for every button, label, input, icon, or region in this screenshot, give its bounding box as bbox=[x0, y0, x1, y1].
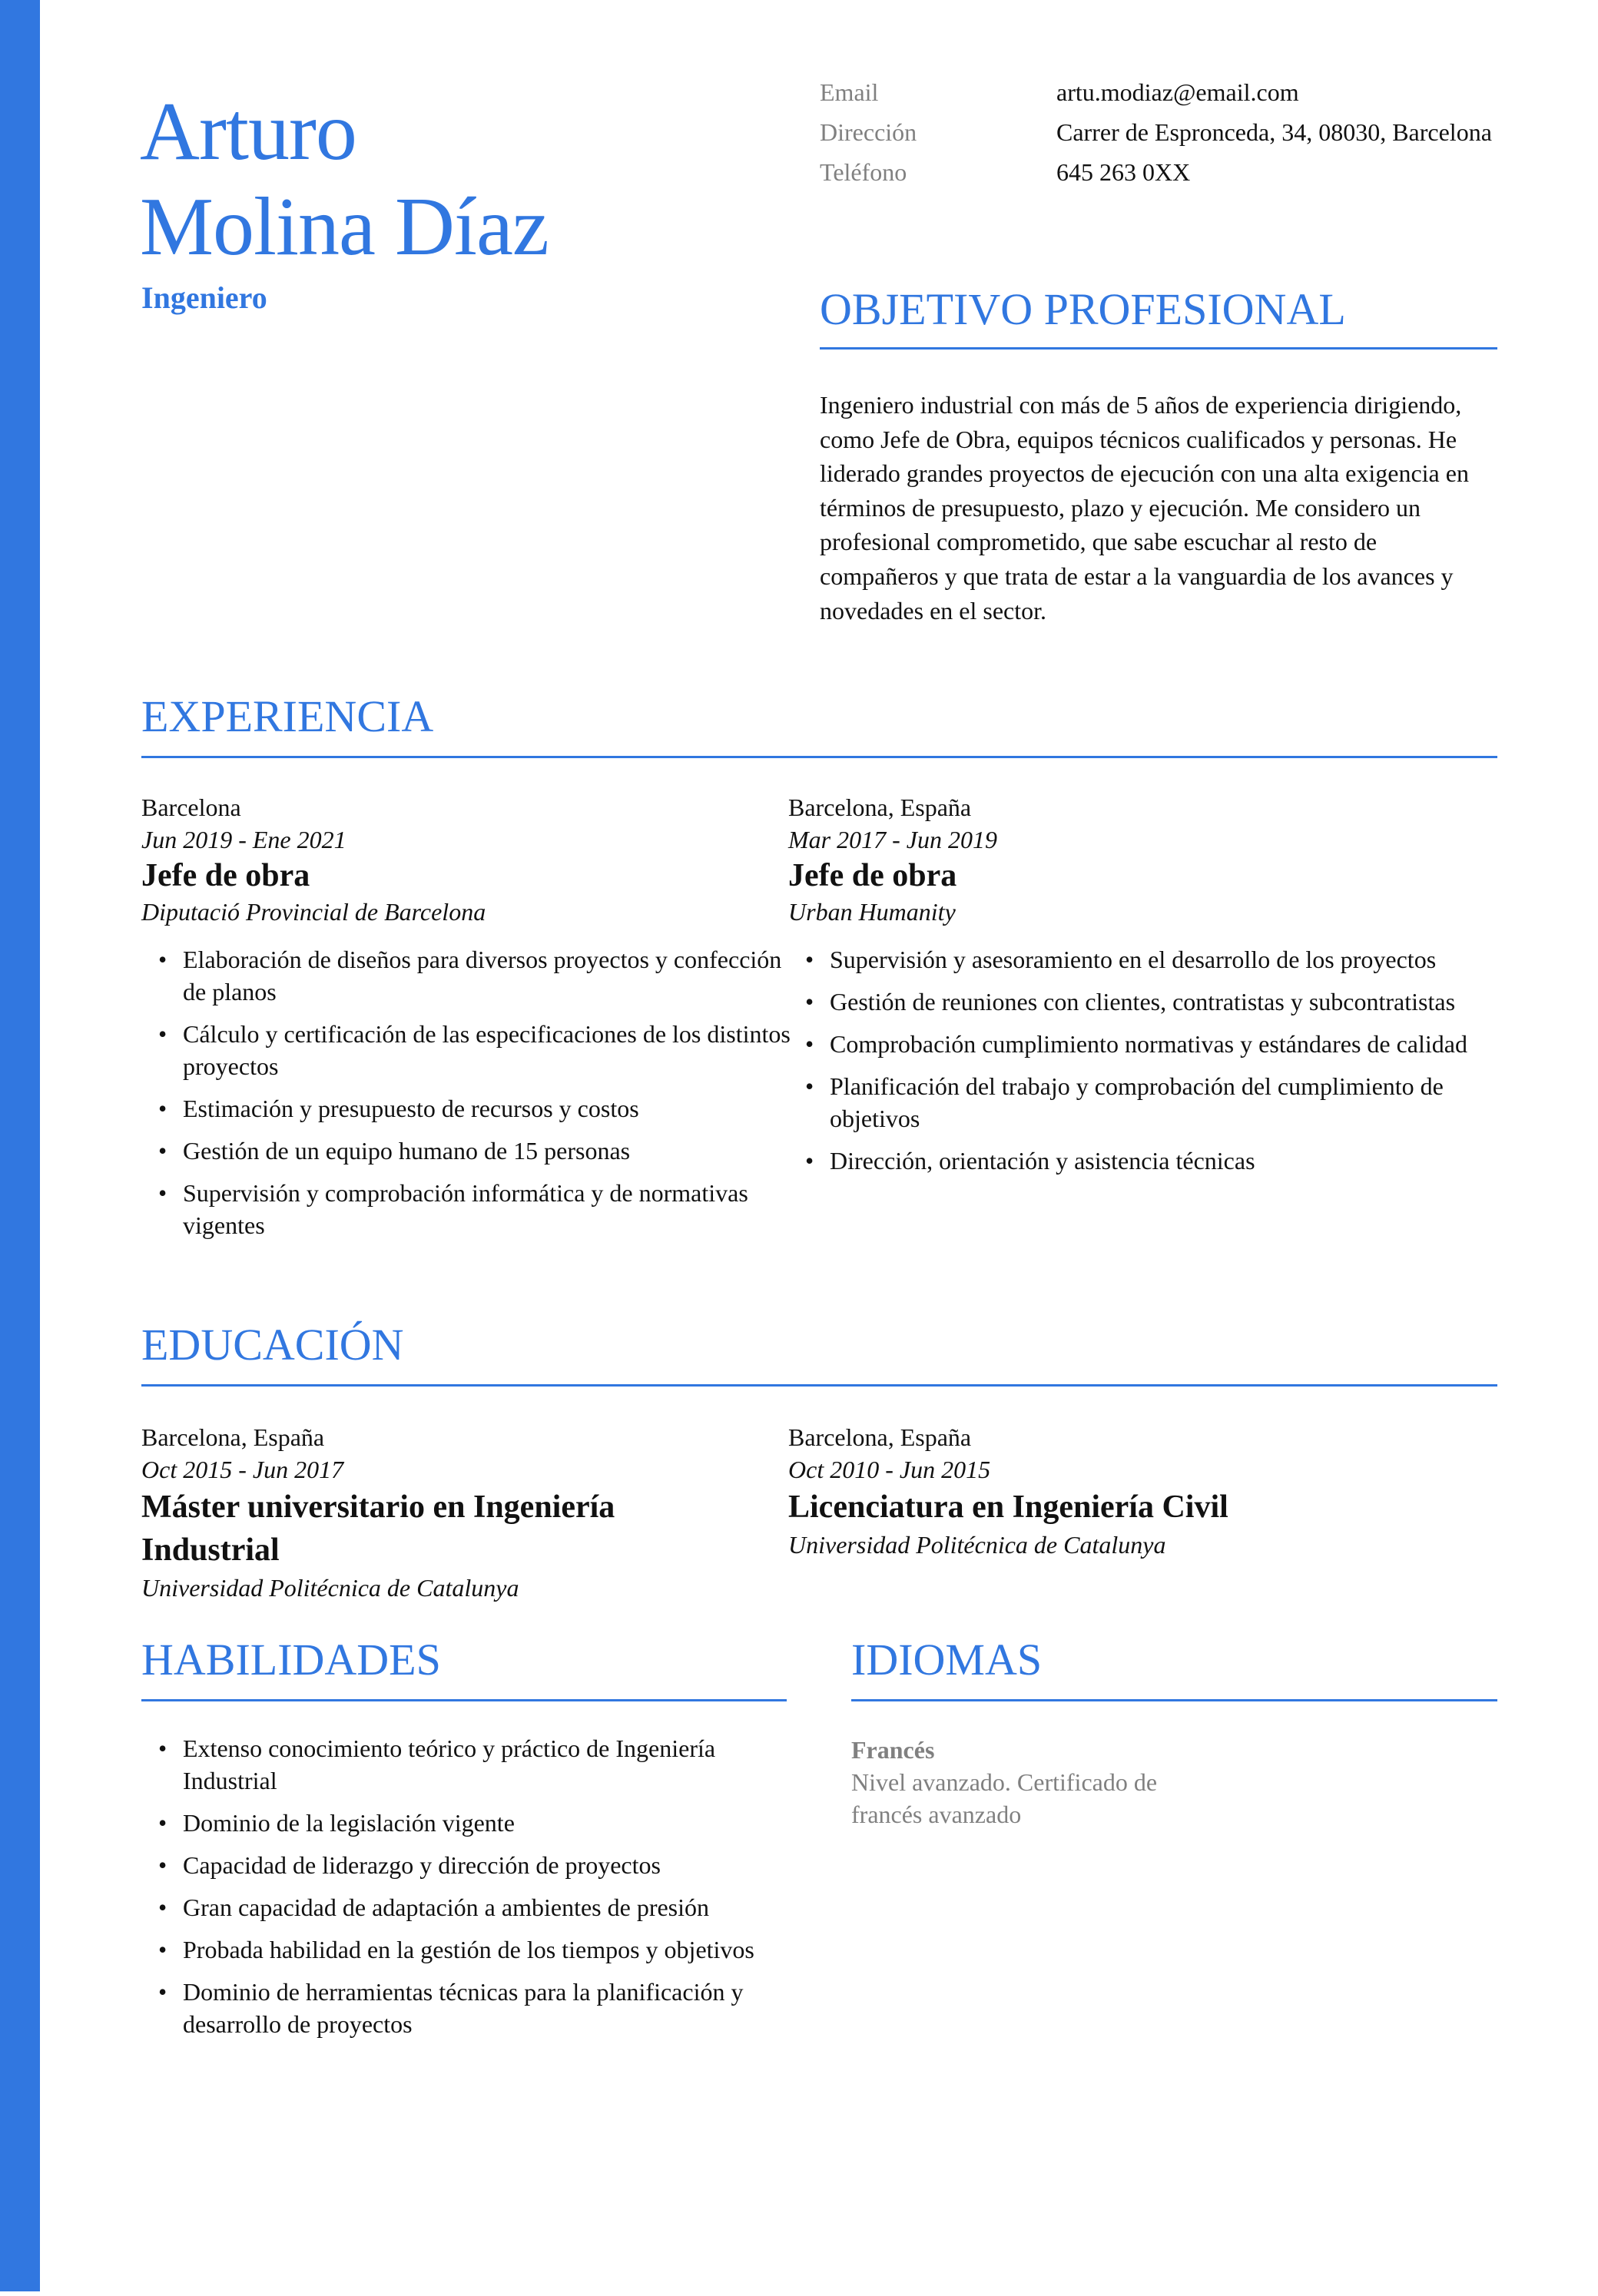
education-school: Universidad Politécnica de Catalunya bbox=[788, 1531, 1166, 1559]
education-degree: Máster universitario en Ingeniería Industrial bbox=[141, 1489, 615, 1568]
education-location: Barcelona, España bbox=[141, 1423, 325, 1451]
candidate-name bbox=[140, 84, 549, 275]
skill-item: • Extenso conocimiento teórico y práctico de Ingeniería Industrial bbox=[141, 1732, 787, 1797]
experience-dates: Jun 2019 - Ene 2021 bbox=[141, 826, 346, 853]
language-description: Nivel avanzado. Certificado de francés avanzado bbox=[851, 1768, 1158, 1828]
language-item bbox=[851, 1734, 1497, 1831]
skill-item: • Dominio de herramientas técnicas para la planificación y desarrollo de proyectos bbox=[141, 1976, 787, 2040]
experience-bullets bbox=[141, 943, 794, 1241]
skills-section bbox=[141, 1635, 787, 2050]
experience-item bbox=[141, 791, 794, 1251]
skill-item: • Capacidad de liderazgo y dirección de proyectos bbox=[141, 1849, 787, 1881]
bullet-item: • Comprobación cumplimiento normativas y estándares de calidad bbox=[788, 1028, 1480, 1060]
section-divider bbox=[820, 347, 1497, 350]
education-location: Barcelona, España bbox=[788, 1423, 972, 1451]
experience-bullets bbox=[788, 943, 1480, 1177]
experience-section bbox=[141, 691, 1497, 758]
languages-section bbox=[851, 1635, 1497, 1831]
bullet-item: • Supervisión y asesoramiento en el desarrollo de los proyectos bbox=[788, 943, 1480, 976]
experience-location: Barcelona, España bbox=[788, 793, 972, 821]
bullet-item: • Elaboración de diseños para diversos proyectos y confección de planos bbox=[141, 943, 794, 1008]
education-item bbox=[788, 1421, 1480, 1561]
experience-location: Barcelona bbox=[141, 793, 241, 821]
education-dates: Oct 2010 - Jun 2015 bbox=[788, 1456, 991, 1483]
section-divider bbox=[851, 1699, 1497, 1701]
bullet-item: • Gestión de un equipo humano de 15 personas bbox=[141, 1135, 794, 1167]
section-title-experience: EXPERIENCIA bbox=[141, 691, 434, 741]
name-last: Molina Díaz bbox=[140, 181, 549, 273]
section-title-objective: OBJETIVO PROFESIONAL bbox=[820, 284, 1346, 334]
job-role: Ingeniero bbox=[141, 280, 267, 315]
section-divider bbox=[141, 1699, 787, 1701]
address-value: Carrer de Espronceda, 34, 08030, Barcelona bbox=[1056, 118, 1492, 146]
contact-label: Email bbox=[820, 78, 879, 106]
name-first: Arturo bbox=[140, 86, 356, 177]
contact-row-address bbox=[820, 117, 1504, 147]
contact-label: Dirección bbox=[820, 118, 917, 146]
contact-row-email bbox=[820, 77, 1504, 108]
section-divider bbox=[141, 756, 1497, 758]
skill-item: • Gran capacidad de adaptación a ambientes de presión bbox=[141, 1891, 787, 1923]
experience-position: Jefe de obra bbox=[141, 858, 310, 893]
objective-section bbox=[820, 284, 1497, 628]
contact-row-phone bbox=[820, 157, 1504, 187]
education-school: Universidad Politécnica de Catalunya bbox=[141, 1574, 519, 1602]
contact-info bbox=[820, 77, 1504, 197]
section-title-languages: IDIOMAS bbox=[851, 1635, 1043, 1685]
bullet-item: • Planificación del trabajo y comprobación del cumplimiento de objetivos bbox=[788, 1070, 1480, 1135]
section-title-skills: HABILIDADES bbox=[141, 1635, 441, 1685]
education-dates: Oct 2015 - Jun 2017 bbox=[141, 1456, 344, 1483]
bullet-item: • Supervisión y comprobación informática y de normativas vigentes bbox=[141, 1177, 794, 1241]
bullet-item: • Estimación y presupuesto de recursos y costos bbox=[141, 1092, 794, 1125]
contact-label: Teléfono bbox=[820, 158, 907, 186]
section-divider bbox=[141, 1384, 1497, 1387]
bullet-item: • Gestión de reuniones con clientes, contratistas y subcontratistas bbox=[788, 986, 1480, 1018]
objective-text: Ingeniero industrial con más de 5 años de experiencia dirigiendo, como Jefe de Obra, equipos técnicos cualificados y personas. He liderado grandes proyectos de ejecución con una alta exigencia en términos de presupuesto, plazo y ejecución. Me considero un profesional comprometido, que sabe escuchar al resto de compañeros y que trata de estar a la vanguardia de los avances y novedades en el sector. bbox=[820, 391, 1469, 625]
language-name: Francés bbox=[851, 1736, 935, 1764]
bullet-item: • Dirección, orientación y asistencia técnicas bbox=[788, 1145, 1480, 1177]
education-item bbox=[141, 1421, 771, 1604]
skills-list bbox=[141, 1732, 787, 2040]
experience-company: Urban Humanity bbox=[788, 898, 956, 926]
phone-value: 645 263 0XX bbox=[1056, 158, 1191, 186]
experience-company: Diputació Provincial de Barcelona bbox=[141, 898, 486, 926]
skill-item: • Probada habilidad en la gestión de los tiempos y objetivos bbox=[141, 1933, 787, 1966]
accent-sidebar-bar bbox=[0, 0, 40, 2291]
experience-dates: Mar 2017 - Jun 2019 bbox=[788, 826, 997, 853]
bullet-item: • Cálculo y certificación de las especificaciones de los distintos proyectos bbox=[141, 1018, 794, 1082]
experience-position: Jefe de obra bbox=[788, 858, 957, 893]
section-title-education: EDUCACIÓN bbox=[141, 1320, 404, 1370]
education-section bbox=[141, 1320, 1497, 1387]
skill-item: • Dominio de la legislación vigente bbox=[141, 1807, 787, 1839]
experience-item bbox=[788, 791, 1480, 1187]
education-degree: Licenciatura en Ingeniería Civil bbox=[788, 1489, 1228, 1525]
email-value: artu.modiaz@email.com bbox=[1056, 78, 1299, 106]
